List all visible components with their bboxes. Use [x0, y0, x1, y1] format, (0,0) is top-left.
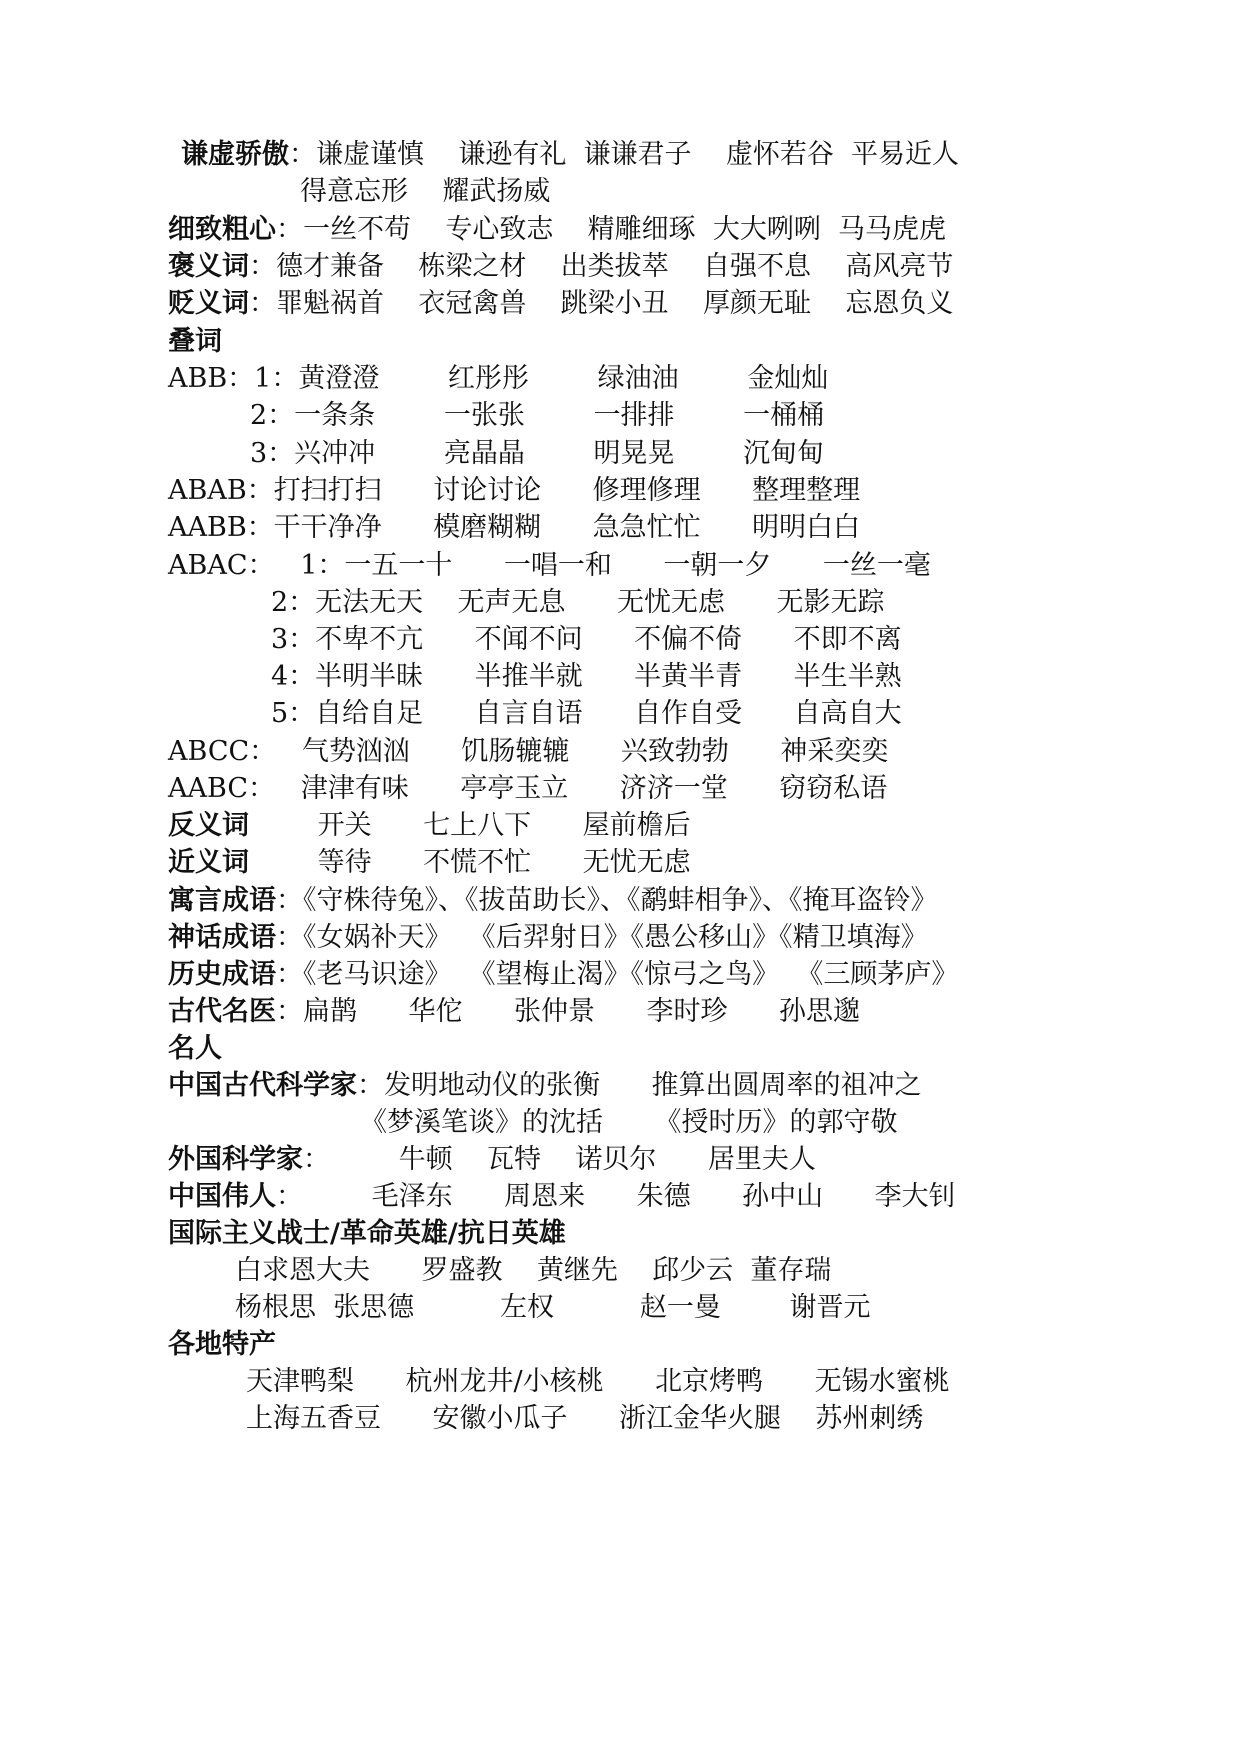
- line-aabc: [168, 769, 887, 809]
- category-heading: 近义词: [168, 847, 249, 878]
- line-history-idioms: [168, 955, 958, 995]
- line-synonyms: [168, 843, 691, 883]
- pattern-words: 3：兴冲冲 亮晶晶 明晃晃 沉甸甸: [250, 438, 825, 469]
- line-foreign-scientists: [168, 1140, 816, 1180]
- category-words: ：《守株待兔》、《拔苗助长》、《鹬蚌相争》、《掩耳盗铃》: [276, 885, 938, 916]
- section-heading: 各地特产: [168, 1329, 276, 1360]
- category-words: ：德才兼备 栋梁之材 出类拔萃 自强不息 高风亮节: [249, 251, 954, 282]
- line-ancient-scientists: [168, 1066, 922, 1106]
- category-words: 得意忘形 耀武扬威: [300, 176, 551, 207]
- section-heading: 国际主义战士/革命英雄/抗日英雄: [168, 1218, 566, 1249]
- section-heading: 叠词: [168, 326, 222, 357]
- category-heading: 谦虚骄傲: [181, 139, 289, 170]
- line-specialties-1: [246, 1362, 950, 1402]
- line-modesty-arrogance-continued: [300, 172, 550, 212]
- line-abb-2: [250, 396, 824, 436]
- line-myth-idioms: [168, 918, 928, 958]
- category-words: 天津鸭梨 杭州龙井/小核桃 北京烤鸭 无锡水蜜桃: [246, 1366, 950, 1397]
- category-words: ：一丝不苟 专心致志 精雕细琢 大大咧咧 马马虎虎: [276, 214, 946, 245]
- line-abac-4: [271, 657, 902, 697]
- line-specialties-2: [246, 1399, 923, 1439]
- category-heading: 中国古代科学家: [168, 1070, 357, 1101]
- category-heading: 褒义词: [168, 251, 249, 282]
- line-specialties-heading: [168, 1325, 276, 1365]
- category-words: ：谦虚谨慎 谦逊有礼 谦谦君子 虚怀若谷 平易近人: [289, 139, 959, 170]
- category-heading: 历史成语: [168, 959, 276, 990]
- category-words: ：扁鹊 华佗 张仲景 李时珍 孙思邈: [276, 996, 860, 1027]
- section-heading: 名人: [168, 1033, 222, 1064]
- line-heroes-heading: [168, 1214, 566, 1254]
- line-abcc: [168, 732, 888, 772]
- line-famous-people-heading: [168, 1029, 222, 1069]
- line-antonyms: [168, 806, 691, 846]
- category-heading: 细致粗心: [168, 214, 276, 245]
- category-words: ：《老马识途》 《望梅止渴》《惊弓之鸟》 《三顾茅庐》: [276, 959, 959, 990]
- line-reduplicated-heading: [168, 322, 222, 362]
- pattern-words: 2：无法无天 无声无息 无忧无虑 无影无踪: [271, 587, 885, 618]
- line-aabb: [168, 508, 860, 548]
- pattern-words: ABAC： 1：一五一十 一唱一和 一朝一夕 一丝一毫: [168, 550, 931, 581]
- category-heading: 外国科学家: [168, 1144, 303, 1175]
- line-abac-5: [271, 694, 902, 734]
- category-words: 杨根思 张思德 左权 赵一曼 谢晋元: [235, 1292, 871, 1323]
- line-ancient-doctors: [168, 992, 860, 1032]
- line-modesty-arrogance: [181, 135, 959, 175]
- category-heading: 古代名医: [168, 996, 276, 1027]
- line-ancient-scientists-continued: [360, 1103, 898, 1143]
- line-abac-2: [271, 583, 885, 623]
- category-heading: 寓言成语: [168, 885, 276, 916]
- category-words: ：罪魁祸首 衣冠禽兽 跳梁小丑 厚颜无耻 忘恩负义: [249, 288, 954, 319]
- pattern-words: 4：半明半昧 半推半就 半黄半青 半生半熟: [271, 661, 902, 692]
- line-abab: [168, 471, 860, 511]
- category-heading: 反义词: [168, 810, 249, 841]
- category-words: 白求恩大夫 罗盛教 黄继先 邱少云 董存瑞: [235, 1255, 832, 1286]
- line-abb-1: [168, 359, 828, 399]
- pattern-words: 2：一条条 一张张 一排排 一桶桶: [250, 400, 825, 431]
- pattern-words: ABCC： 气势汹汹 饥肠辘辘 兴致勃勃 神采奕奕: [168, 736, 889, 767]
- category-heading: 贬义词: [168, 288, 249, 319]
- line-derogatory-words: [168, 284, 953, 324]
- category-words: 上海五香豆 安徽小瓜子 浙江金华火腿 苏州刺绣: [246, 1403, 924, 1434]
- line-commendatory-words: [168, 247, 953, 287]
- line-abac-1: [168, 546, 931, 586]
- pattern-words: 5：自给自足 自言自语 自作自受 自高自大: [271, 698, 902, 729]
- line-chinese-great-people: [168, 1177, 956, 1217]
- pattern-words: AABB：干干净净 模磨糊糊 急急忙忙 明明白白: [168, 512, 861, 543]
- category-words: ： 牛顿 瓦特 诺贝尔 居里夫人: [303, 1144, 816, 1175]
- category-heading: 中国伟人: [168, 1181, 276, 1212]
- line-abb-3: [250, 434, 824, 474]
- line-heroes-2: [235, 1288, 870, 1328]
- pattern-words: AABC： 津津有味 亭亭玉立 济济一堂 窃窃私语: [168, 773, 888, 804]
- pattern-words: 3：不卑不亢 不闻不问 不偏不倚 不即不离: [271, 624, 902, 655]
- category-heading: 神话成语: [168, 922, 276, 953]
- line-careful-careless: [168, 210, 946, 250]
- category-words: ：发明地动仪的张衡 推算出圆周率的祖冲之: [357, 1070, 922, 1101]
- pattern-words: ABAB：打扫打扫 讨论讨论 修理修理 整理整理: [168, 475, 861, 506]
- line-abac-3: [271, 620, 902, 660]
- line-heroes-1: [235, 1251, 831, 1291]
- category-words: ： 毛泽东 周恩来 朱德 孙中山 李大钊: [276, 1181, 956, 1212]
- category-words: 开关 七上八下 屋前檐后: [249, 810, 691, 841]
- category-words: 《梦溪笔谈》的沈括 《授时历》的郭守敬: [360, 1107, 898, 1138]
- line-fable-idioms: [168, 881, 938, 921]
- category-words: ：《女娲补天》 《后羿射日》《愚公移山》《精卫填海》: [276, 922, 928, 953]
- category-words: 等待 不慌不忙 无忧无虑: [249, 847, 691, 878]
- pattern-words: ABB：1：黄澄澄 红彤彤 绿油油 金灿灿: [168, 363, 829, 394]
